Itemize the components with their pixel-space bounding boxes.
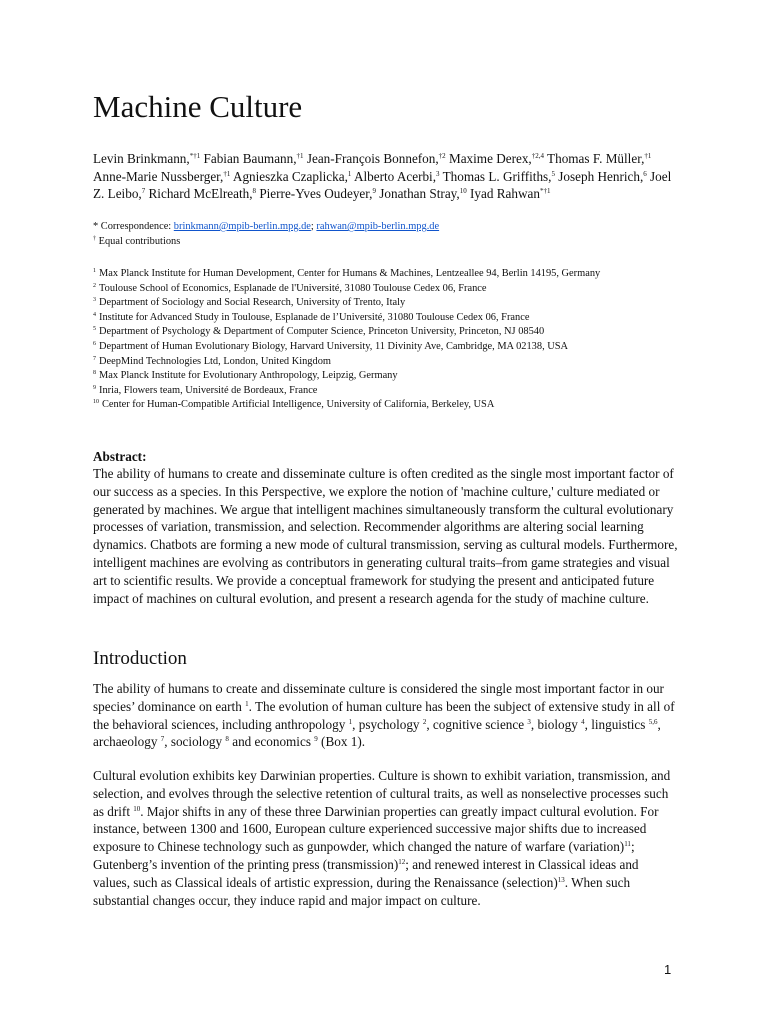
affiliation-text: Department of Psychology & Department of Computer Science, Princeton University, Princeton, NJ 08540 bbox=[99, 326, 545, 338]
affiliation-text: Max Planck Institute for Evolutionary Anthropology, Leipzig, Germany bbox=[99, 370, 398, 382]
citation-ref: 4 bbox=[581, 717, 585, 726]
citation-ref: 7 bbox=[160, 735, 165, 744]
author-affiliation-mark: *†1 bbox=[539, 187, 551, 196]
author-affiliation-mark: †1 bbox=[223, 169, 231, 178]
paragraph-text: Cultural evolution exhibits key Darwinian properties. Culture is shown to exhibit variation, transmission, and selection, and evolves through the selective retention of cultural traits, as well as nonselective processes such as drift bbox=[93, 768, 671, 819]
author-name: Levin Brinkmann, bbox=[93, 151, 190, 166]
author-name: Richard McElreath, bbox=[148, 186, 253, 202]
citation-ref: 5,6 bbox=[648, 717, 658, 726]
affiliation-number: 3 bbox=[93, 297, 96, 304]
paragraph-text: and economics bbox=[228, 734, 315, 750]
author-entry bbox=[149, 186, 257, 201]
author-affiliation-mark: 9 bbox=[372, 187, 376, 196]
author-affiliation-mark: 5 bbox=[551, 169, 555, 178]
author-affiliation-mark: †2,4 bbox=[531, 152, 544, 160]
affiliation-item bbox=[93, 398, 693, 413]
citation-ref: 2 bbox=[422, 717, 427, 726]
affiliation-item bbox=[93, 267, 693, 282]
paragraph-text: , archaeology bbox=[93, 716, 661, 750]
citation-ref: 1 bbox=[245, 699, 249, 708]
author-entry bbox=[470, 186, 550, 201]
introduction-paragraph bbox=[93, 767, 678, 909]
affiliation-number: 8 bbox=[93, 370, 96, 377]
correspondence-email-link[interactable]: rahwan@mpib-berlin.mpg.de bbox=[316, 221, 440, 232]
author-affiliation-mark: 7 bbox=[141, 187, 146, 196]
affiliation-item bbox=[93, 355, 693, 370]
paragraph-text: . Major shifts in any of these three Darwinian properties can greatly impact cultural evolution. For instance, between 1300 and 1600, European culture experienced successive major shifts due to increased exposure to Chinese technology such as gunpowder, which changed the nature of warfare (variation) bbox=[93, 803, 659, 855]
affiliation-list bbox=[93, 267, 693, 413]
author-entry bbox=[204, 151, 304, 166]
author-entry bbox=[259, 186, 376, 201]
author-name: Joseph Henrich, bbox=[558, 168, 644, 184]
correspondence-email-link[interactable]: brinkmann@mpib-berlin.mpg.de bbox=[173, 221, 311, 232]
citation-ref: 8 bbox=[225, 735, 229, 744]
equal-contribution-note bbox=[93, 235, 180, 249]
affiliation-text: Center for Human-Compatible Artificial Intelligence, University of California, Berkeley, USA bbox=[102, 399, 495, 411]
affiliation-item bbox=[93, 311, 693, 326]
affiliation-number: 10 bbox=[93, 399, 99, 406]
author-entry bbox=[93, 151, 200, 166]
affiliation-number: 2 bbox=[93, 282, 96, 289]
author-entry bbox=[93, 169, 230, 184]
citation-ref: 13 bbox=[557, 875, 565, 884]
author-name: Iyad Rahwan bbox=[470, 186, 540, 202]
author-affiliation-mark: 1 bbox=[347, 169, 352, 178]
affiliation-item bbox=[93, 296, 693, 311]
affiliation-number: 9 bbox=[93, 384, 96, 391]
affiliation-item bbox=[93, 282, 693, 297]
author-affiliation-mark: †1 bbox=[644, 152, 652, 160]
paragraph-text: ; Gutenberg’s invention of the printing press (transmission) bbox=[93, 839, 635, 872]
author-name: Thomas F. Müller, bbox=[547, 151, 645, 166]
affiliation-text: Department of Sociology and Social Research, University of Trento, Italy bbox=[99, 297, 406, 309]
author-name: Jonathan Stray, bbox=[379, 186, 460, 202]
author-entry bbox=[443, 169, 555, 184]
author-entry bbox=[558, 169, 646, 184]
author-affiliation-mark: 6 bbox=[643, 169, 647, 178]
correspondence-note bbox=[93, 220, 439, 234]
author-entry bbox=[547, 151, 651, 166]
paper-title: Machine Culture bbox=[93, 89, 303, 124]
author-affiliation-mark: 8 bbox=[252, 187, 257, 196]
paragraph-text: , sociology bbox=[164, 734, 226, 750]
author-entry bbox=[233, 169, 351, 184]
paragraph-text: . The evolution of human culture has been the subject of extensive study in all of the behavioral sciences, including anthropology bbox=[93, 698, 675, 732]
author-entry bbox=[379, 186, 466, 201]
affiliation-number: 6 bbox=[93, 340, 96, 347]
dagger-mark: † bbox=[93, 236, 96, 242]
author-name: Alberto Acerbi, bbox=[353, 168, 437, 184]
paragraph-text: (Box 1). bbox=[317, 734, 366, 750]
affiliation-item bbox=[93, 384, 693, 399]
author-name: Jean-François Bonnefon, bbox=[306, 151, 439, 166]
citation-ref: 11 bbox=[624, 840, 631, 849]
introduction-paragraph bbox=[93, 680, 678, 751]
affiliation-item bbox=[93, 340, 693, 355]
author-name: Joel Z. Leibo, bbox=[93, 168, 672, 202]
affiliation-text: Max Planck Institute for Human Development, Center for Humans & Machines, Lentzeallee 94, Berlin 14195, Germany bbox=[99, 268, 601, 279]
affiliation-item bbox=[93, 325, 693, 340]
author-affiliation-mark: *†1 bbox=[189, 152, 201, 160]
author-entry bbox=[307, 151, 446, 166]
introduction-heading: Introduction bbox=[93, 648, 187, 669]
affiliation-text: Inria, Flowers team, Université de Bordeaux, France bbox=[99, 384, 318, 396]
equal-contribution-text: Equal contributions bbox=[96, 236, 181, 247]
paragraph-text: , biology bbox=[530, 716, 582, 732]
affiliation-number: 5 bbox=[93, 326, 96, 333]
citation-ref: 3 bbox=[527, 717, 531, 726]
abstract-text: The ability of humans to create and disseminate culture is often credited as the single most important factor of our success as a species. In this Perspective, we explore the notion of 'machine culture,' culture mediated or generated by machines. We argue that intelligent machines simultaneously transform the cultural evolutionary processes of variation, transmission, and selection. Recommender algorithms are altering social learning dynamics. Chatbots are forming a new mode of cultural transmission, serving as cultural models. Furthermore, intelligent machines are evolving as contributors in generating cultural traits–from game strategies and visual art to scientific results. We provide a conceptual framework for studying the present and anticipated future impact of machines on cultural evolution, and present a research agenda for the study of machine culture. bbox=[93, 466, 678, 606]
page-number: 1 bbox=[664, 962, 672, 977]
affiliation-number: 4 bbox=[93, 311, 96, 318]
correspondence-label: * Correspondence: bbox=[93, 221, 174, 232]
affiliation-item bbox=[93, 369, 693, 384]
paragraph-text: , psychology bbox=[352, 716, 423, 732]
affiliation-text: Toulouse School of Economics, Esplanade de l'Université, 31080 Toulouse Cedex 06, France bbox=[99, 282, 487, 294]
email-separator: ; bbox=[310, 221, 317, 232]
paragraph-text: , linguistics bbox=[584, 716, 649, 732]
abstract-heading: Abstract: bbox=[93, 449, 147, 464]
citation-ref: 1 bbox=[348, 717, 353, 726]
affiliation-number: 7 bbox=[93, 355, 96, 362]
paragraph-text: , cognitive science bbox=[426, 716, 528, 732]
author-affiliation-mark: †2 bbox=[438, 152, 446, 160]
author-name: Fabian Baumann, bbox=[203, 151, 297, 166]
paragraph-text: . When such substantial changes occur, they induce rapid and major impact on culture. bbox=[93, 874, 631, 908]
affiliation-text: Department of Human Evolutionary Biology, Harvard University, 11 Divinity Ave, Cambridge, MA 02138, USA bbox=[99, 340, 569, 352]
author-name: Pierre-Yves Oudeyer, bbox=[259, 186, 373, 202]
author-entry bbox=[354, 169, 440, 184]
paragraph-text: The ability of humans to create and disseminate culture is considered the single most important factor in our species’ dominance on earth bbox=[93, 681, 664, 714]
citation-ref: 12 bbox=[398, 857, 406, 866]
affiliation-text: Institute for Advanced Study in Toulouse, Esplanade de l’Université, 31080 Toulouse Cedex 06, France bbox=[99, 311, 530, 323]
author-affiliation-mark: 3 bbox=[436, 169, 440, 178]
citation-ref: 10 bbox=[133, 804, 141, 813]
author-name: Agnieszka Czaplicka, bbox=[232, 168, 348, 184]
author-name: Thomas L. Griffiths, bbox=[442, 168, 552, 184]
affiliation-text: DeepMind Technologies Ltd, London, United Kingdom bbox=[99, 355, 331, 367]
citation-ref: 9 bbox=[314, 735, 318, 744]
author-name: Anne-Marie Nussberger, bbox=[93, 168, 224, 184]
author-affiliation-mark: †1 bbox=[296, 152, 304, 160]
author-affiliation-mark: 10 bbox=[459, 187, 467, 196]
author-list bbox=[93, 150, 678, 203]
author-name: Maxime Derex, bbox=[448, 151, 532, 166]
author-entry bbox=[449, 151, 544, 166]
affiliation-number: 1 bbox=[93, 268, 96, 274]
paragraph-text: ; and renewed interest in Classical ideas and values, such as Classical ideals of artistic expression, during the Renaissance (selection) bbox=[93, 856, 639, 890]
